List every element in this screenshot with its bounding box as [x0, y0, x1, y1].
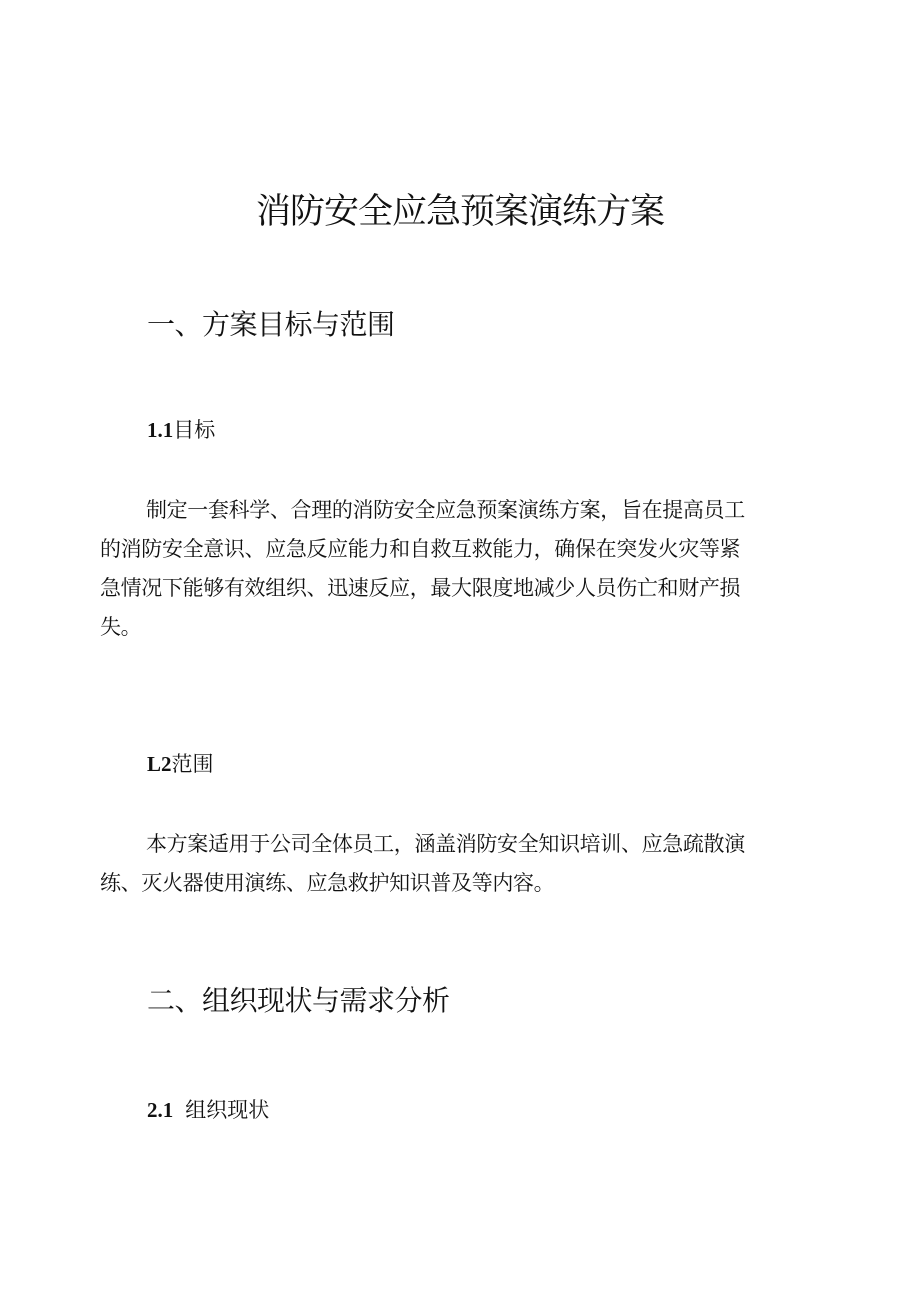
subsection-number: 1.1 [147, 418, 174, 442]
subsection-heading-1-1 [147, 414, 215, 446]
paragraph-goal [100, 491, 820, 647]
subsection-label: 目标 [173, 418, 216, 442]
subsection-label: 组织现状 [185, 1098, 270, 1122]
paragraph-line: 急情况下能够有效组织、迅速反应，最大限度地减少人员伤亡和财产损 [100, 576, 741, 600]
section-heading-1: 一、方案目标与范围 [147, 308, 395, 341]
document-title: 消防安全应急预案演练方案 [255, 192, 664, 232]
paragraph-scope [100, 825, 820, 903]
paragraph-line: 本方案适用于公司全体员工，涵盖消防安全知识培训、应急疏散演 [146, 832, 745, 856]
paragraph-line: 的消防安全意识、应急反应能力和自救互救能力，确保在突发火灾等紧 [100, 537, 741, 561]
subsection-heading-2-1 [147, 1094, 269, 1126]
subsection-number: L2 [147, 752, 172, 776]
section-heading-2: 二、组织现状与需求分析 [147, 984, 450, 1017]
paragraph-line: 失。 [100, 615, 142, 639]
subsection-number: 2.1 [147, 1098, 174, 1122]
paragraph-line: 制定一套科学、合理的消防安全应急预案演练方案，旨在提高员工 [146, 498, 745, 522]
paragraph-line: 练、灭火器使用演练、应急救护知识普及等内容。 [100, 871, 555, 895]
subsection-label: 范围 [171, 752, 214, 776]
subsection-heading-1-2 [147, 748, 214, 780]
